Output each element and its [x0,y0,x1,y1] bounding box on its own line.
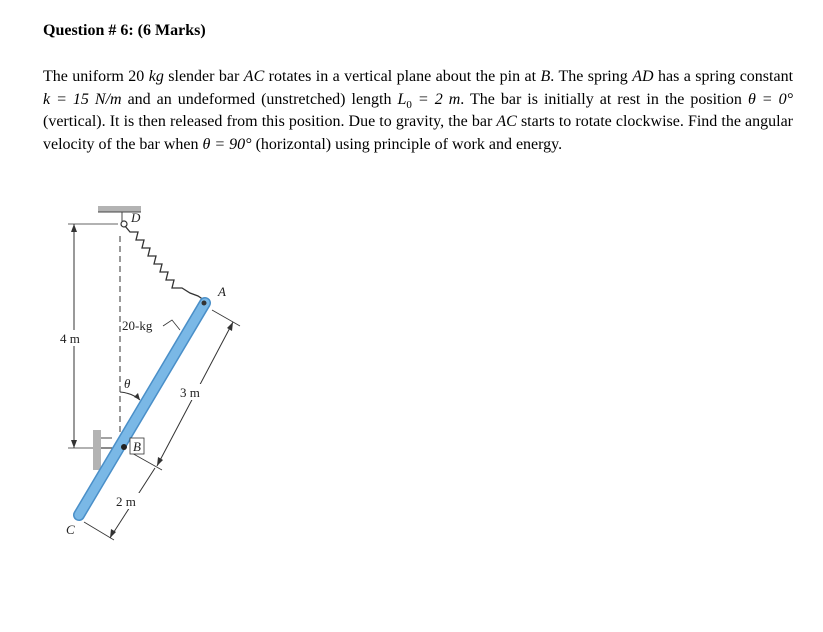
dim-height-label: 4 m [60,331,80,346]
question-heading: Question # 6: (6 Marks) [43,22,206,39]
dim-AB-arrow-A [227,322,233,331]
final-angle: θ = 90° [202,135,252,153]
dim-AB-ext-A [212,310,240,326]
text-segment: (horizontal) using principle of work and energy. [251,135,563,153]
dim-AB-arrow-B [157,457,163,466]
unit-kg: kg [148,68,164,85]
text-segment: starts to rotate clockwise. Find the angular velocity of the bar when [43,113,794,153]
dim-BC-label: 2 m [116,494,136,509]
text-segment: . The spring [550,68,633,85]
pin-name: B [540,68,551,85]
bar-AC [79,303,205,515]
text-segment: has a spring constant [653,68,794,85]
spring-name: AD [632,68,654,85]
length-value: = 2 m [411,90,461,108]
dim-AB-ext-B [130,452,162,470]
theta-arrow [134,393,140,400]
mass-leader [163,320,180,330]
pin-B [121,444,127,450]
length-symbol: L [397,90,407,108]
dim-height-arrow-bottom [71,440,77,448]
initial-angle: θ = 0° [747,90,793,108]
bar-name: AC [243,68,265,85]
text-segment: The uniform 20 [43,68,149,85]
pin-B-support [93,430,101,470]
label-B: B [133,439,141,454]
text-segment: (vertical). It is then released from this position. Due to gravity, the bar [43,113,497,130]
length-subscript: 0 [406,98,412,111]
text-segment: slender bar [163,68,244,85]
dim-height-arrow-top [71,224,77,232]
label-C: C [66,522,75,537]
text-segment: rotates in a vertical plane about the pin at [264,68,541,85]
spring-constant: k = 15 N/m [43,90,122,108]
label-D: D [131,210,141,225]
dim-AB-label: 3 m [180,385,200,400]
mass-label: 20-kg [122,318,153,333]
dim-BC-ext-C [84,522,114,540]
theta-label: θ [124,376,131,391]
text-segment: . The bar is initially at rest in the position [460,90,748,108]
spring-AD [125,226,204,300]
label-A: A [218,284,226,299]
pin-A [202,301,207,306]
text-segment: and an undeformed (unstretched) length [121,90,398,108]
bar-name: AC [496,113,517,130]
